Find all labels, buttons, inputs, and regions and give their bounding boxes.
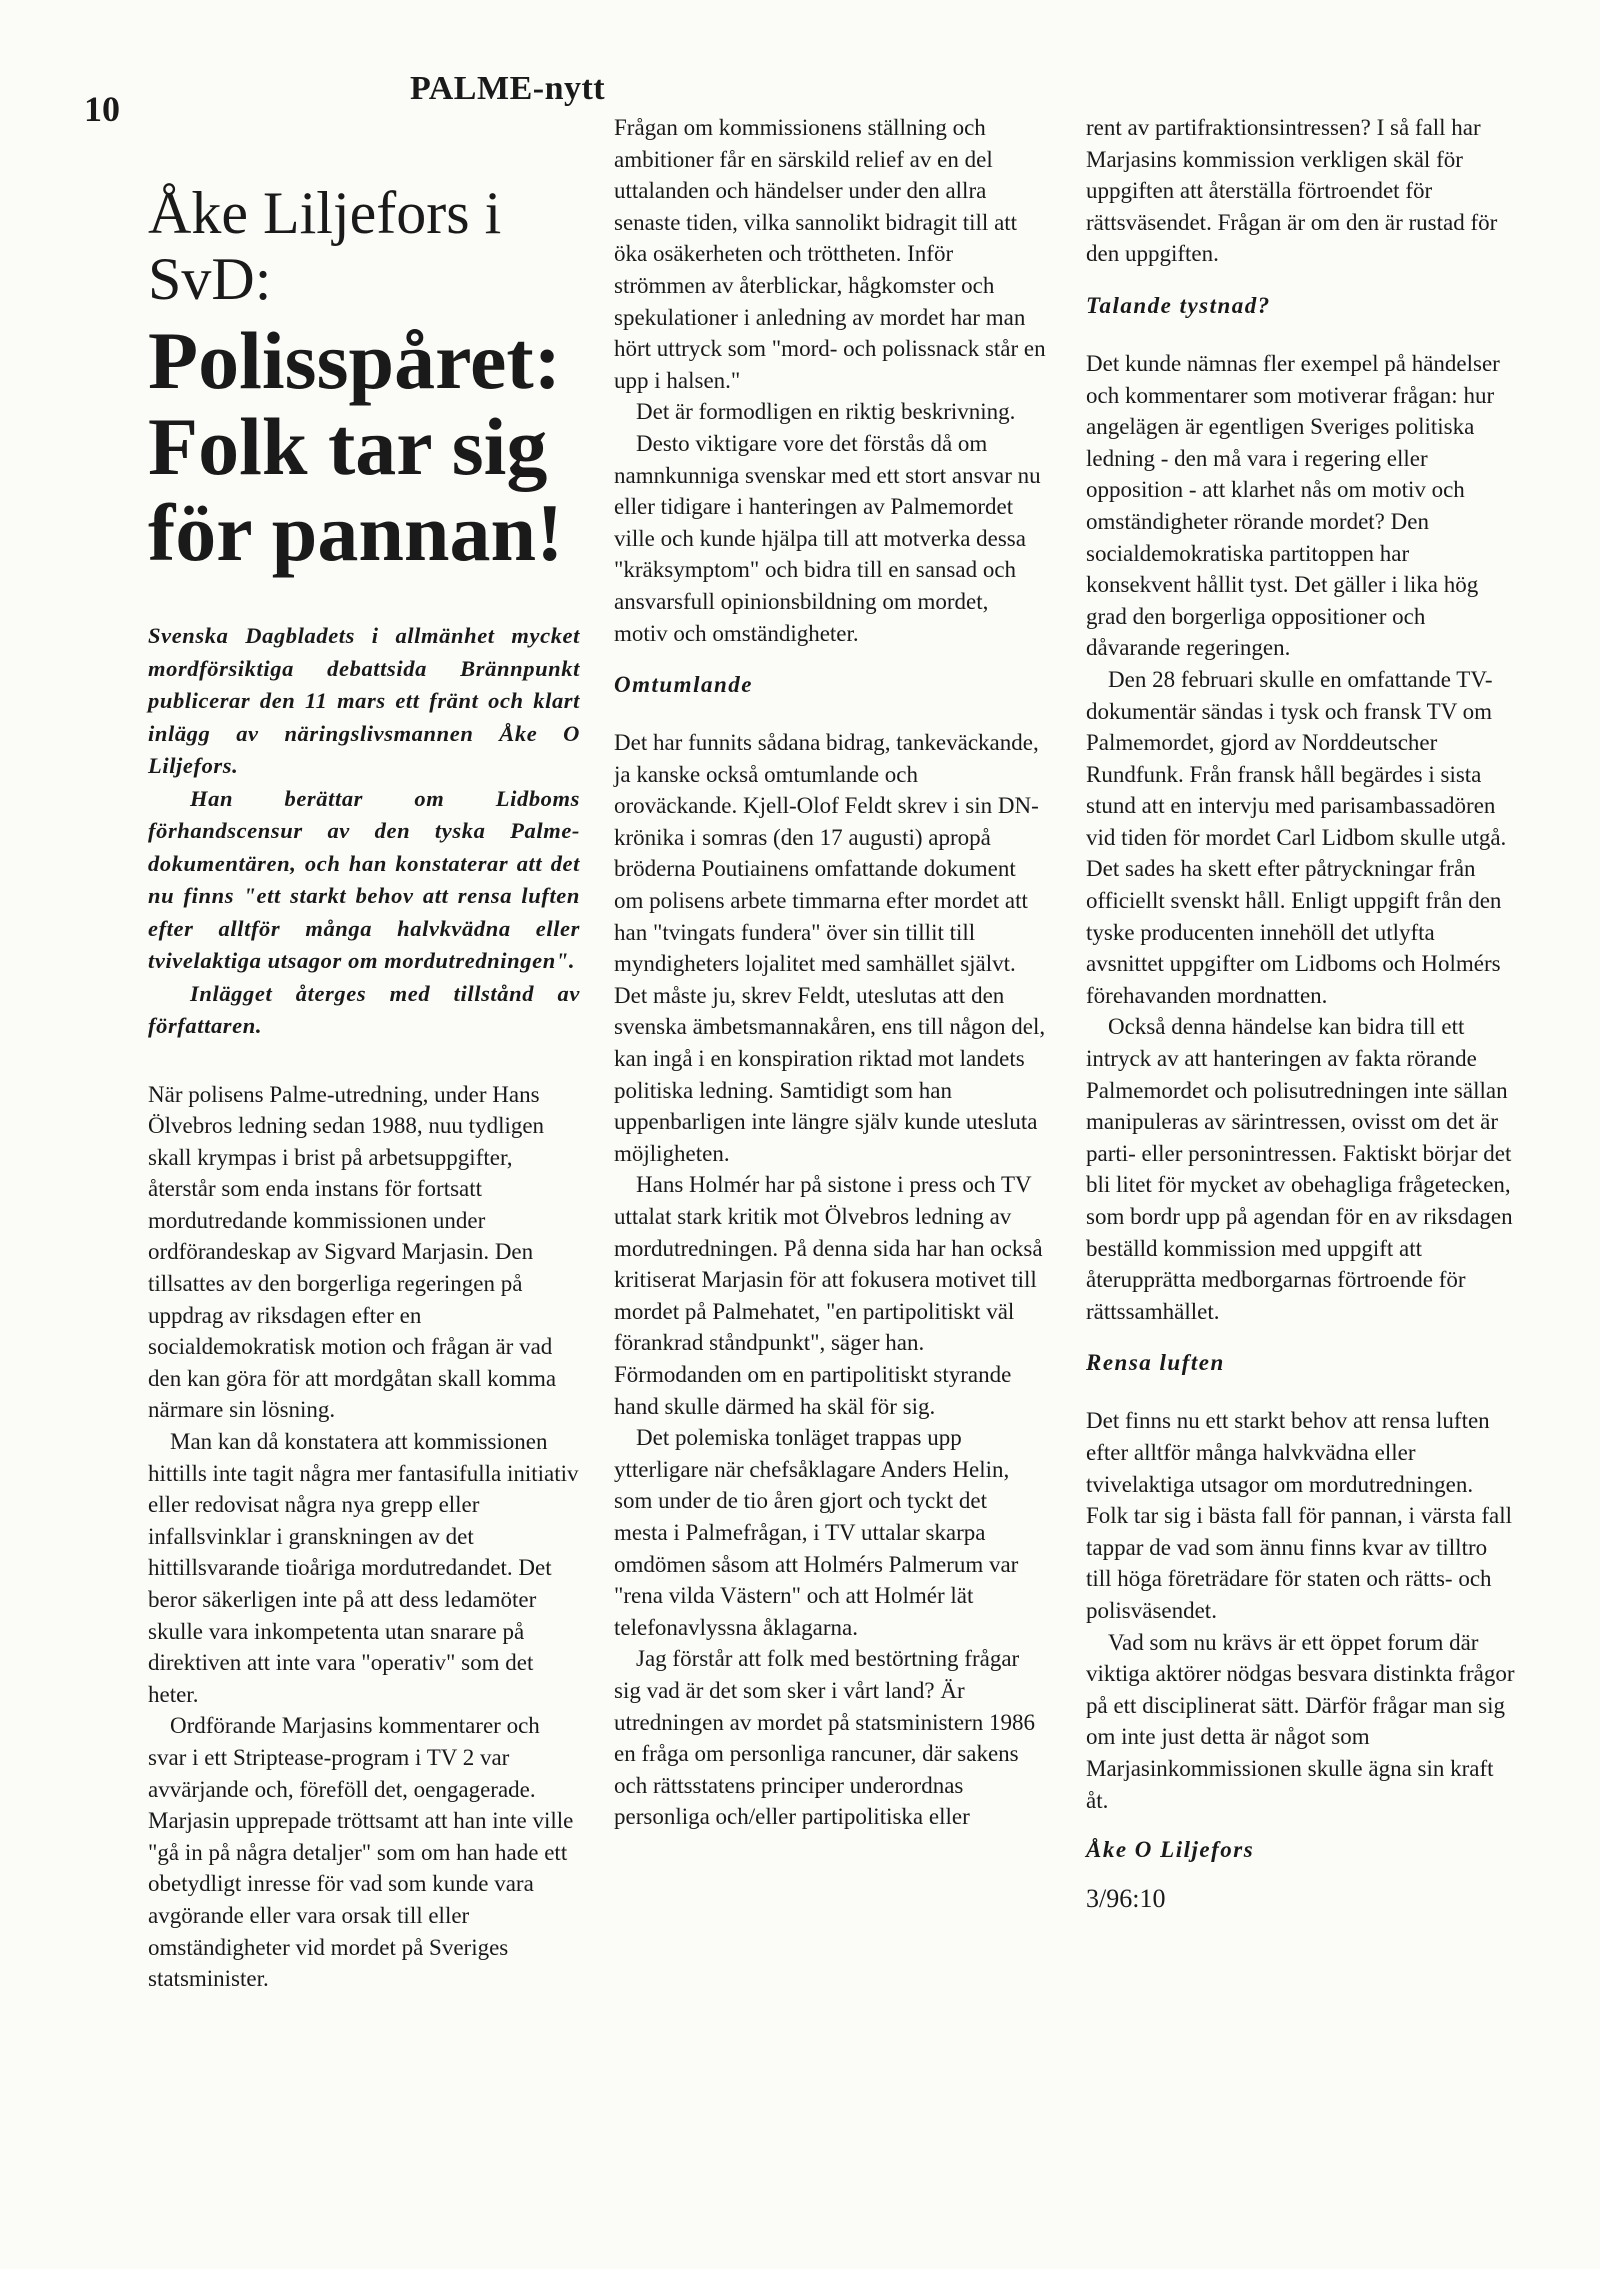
body-paragraph: Det finns nu ett starkt behov att rensa luften efter alltför många halvkvädna eller tvivelaktiga utsagor om mordutredningen. Folk tar sig i bästa fall för pannan, i värsta fall tappar de vad som ännu finns kvar av tilltro till höga företrädare för staten och rätts- och polisväsendet. [1086,1408,1513,1623]
author-signature: Åke O Liljefors [1086,1837,1255,1863]
article-body-col3 [1086,112,1518,270]
subhead-omtumlande: Omtumlande [614,672,753,698]
lead-paragraph: Inlägget återges med tillstånd av författaren. [148,980,580,1038]
lead-paragraph: Svenska Dagbladets i allmänhet mycket mordförsiktiga debattsida Brännpunkt publicerar den 11 mars ett fränt och klart inlägg av näringslivsmannen Åke O Liljefors. [148,623,580,778]
column-2 [614,112,1046,1833]
article-lead [148,620,580,1043]
issue-reference: 3/96:10 [1086,1884,1166,1914]
subhead-talande-tystnad: Talande tystnad? [1086,292,1271,318]
body-paragraph: När polisens Palme-utredning, under Hans Ölvebros ledning sedan 1988, nuu tydligen skall krympas i brist på arbetsuppgifter, återstår som enda instans för fortsatt mordutredande kommissionen under ordförandeskap av Sigvard Marjasin. Den tillsattes av den borgerliga regeringen på uppdrag av riksdagen efter en socialdemokratisk motion och frågan är vad den kan göra för att mordgåtan skall komma närmare sin lösning. [148,1081,557,1423]
body-paragraph: Hans Holmér har på sistone i press och TV uttalat stark kritik mot Ölvebros ledning av mordutredningen. På denna sida har han också kritiserat Marjasin för att fokusera motivet till mordet på Palmehatet, "en partipolitiskt väl förankrad ståndpunkt", säger han. Förmodanden om en partipolitiskt styrande hand skulle därmed ha skäl för sig. [614,1172,1043,1419]
body-paragraph: Jag förstår att folk med bestörtning frågar sig vad är det som sker i vårt land? Är utredningen av mordet på statsministern 1986 en fråga om personliga rancuner, där sakens och rättsstatens principer underordnas personliga och/eller partipolitiska eller [614,1646,1035,1830]
body-paragraph: Man kan då konstatera att kommissionen hittills inte tagit några mer fantasifulla initiativ eller redovisat några nya grepp eller infallsvinklar i granskningen av det hittillsvarande tioåriga mordutredandet. Det beror säkerligen inte på att dess ledamöter skulle vara inkompetenta utan snarare på direktiven att inte vara "operativ" som det heter. [148,1429,579,1707]
body-paragraph: Frågan om kommissionens ställning och ambitioner får en särskild relief av en del uttalanden och händelser under den allra senaste tiden, vilka sannolikt bidragit till att öka osäkerheten och tröttheten. Inför strömmen av återblickar, hågkomster och spekulationer i anledning av mordet har man hört uttryck som "mord- och polissnack står en upp i halsen." [614,115,1046,393]
body-paragraph: Desto viktigare vore det förstås då om namnkunniga svenskar med ett stort ansvar nu eller tidigare i hanteringen av Palmemordet ville och kunde hjälpa till att motverka dessa "kräksymptom" och bidra till en sansad och ansvarsfull opinionsbildning om mordet, motiv och omständigheter. [614,430,1041,646]
lead-paragraph: Han berättar om Lidboms förhandscensur av den tyska Palme-dokumentären, och han konstaterar att det nu finns "ett starkt behov att rensa luften efter alltför många halvkvädna eller tvivelaktiga utsagor om mordutredningen". [148,785,580,973]
body-paragraph: Vad som nu krävs är ett öppet forum där viktiga aktörer nödgas besvara distinkta frågor på ett disciplinerat sätt. Därför frågar man sig om inte just detta är något som Marjasinkommissionen skulle ägna sin kraft åt. [1086,1629,1515,1813]
body-paragraph: Det har funnits sådana bidrag, tankeväckande, ja kanske också omtumlande och oroväckande. Kjell-Olof Feldt skrev i sin DN-krönika i somras (den 17 augusti) apropå bröderna Poutiainens omfattande dokument om polisens arbete timmarna efter mordet att han "tvingats fundera" över sin tillit till myndigheters lojalitet med samhället självt. Det måste ju, skrev Feldt, uteslutas att den svenska ämbetsmannakåren, ens till någon del, kan ingå i en konspiration riktad mot landets politiska ledning. Samtidigt som han uppenbarligen inte längre själv kunde utesluta möjligheten. [614,730,1046,1166]
column-1 [148,180,580,1995]
article-body-col3b [1086,348,1518,1327]
body-paragraph: rent av partifraktionsintressen? I så fall har Marjasins kommission verkligen skäl för uppgiften att återställa förtroendet för rättsväsendet. Frågan är om den är rustad för den uppgiften. [1086,115,1498,267]
article-body-col3c [1086,1405,1518,1816]
publication-title: PALME-nytt [410,70,606,107]
column-3 [1086,112,1518,1916]
headline-intro: Åke Liljefors i SvD: [148,180,502,312]
article-body-col2b [614,727,1046,1833]
body-paragraph: Det polemiska tonläget trappas upp ytterligare när chefsåklagare Anders Helin, som under de tio åren gjort och tyckt det mesta i Palmefrågan, i TV uttalar skarpa omdömen såsom att Holmérs Palmerum var "rena vilda Västern" och att Holmér lät telefonavlyssna åklagarna. [614,1425,1019,1640]
subhead-rensa-luften: Rensa luften [1086,1350,1225,1376]
body-paragraph: Ordförande Marjasins kommentarer och svar i ett Striptease-program i TV 2 var avvärjande och, föreföll det, oengagerade. Marjasin upprepade tröttsamt att han inte ville "gå in på några detaljer" som om han hade ett obetydligt inresse för vad som kunde vara avgörande eller vara orsak till eller omständigheter vid mordet på Sveriges statsminister. [148,1713,574,1992]
body-paragraph: Den 28 februari skulle en omfattande TV-dokumentär sändas i tysk och fransk TV om Palmemordet, gjord av Norddeutscher Rundfunk. Från fransk håll begärdes i sista stund att en intervju med parisambassadören vid tiden för mordet Carl Lidbom skulle utgå. Det sades ha skett efter påtryckningar från officiellt svenskt håll. Enligt uppgift från den tyske producenten innehöll det utlyfta avsnittet uppgifter om Lidboms och Holmérs förehavanden mordnatten. [1086,666,1507,1008]
body-paragraph: Också denna händelse kan bidra till ett intryck av att hanteringen av fakta rörande Palmemordet och polisutredningen inte sällan manipuleras av särintressen, ovisst om det är parti- eller personintressen. Faktiskt börjar det bli litet för mycket av obehagliga frågetecken, som bordr upp på agendan för en av riksdagen beställd kommission med uppgift att återupprätta medborgarnas förtroende för rättssamhället. [1086,1014,1513,1324]
headline-main: Polisspåret: Folk tar sig för pannan! [148,315,564,578]
page-number: 10 [84,89,120,129]
body-paragraph: Det är formodligen en riktig beskrivning. [636,399,1016,425]
article-body-col2 [614,112,1046,649]
body-paragraph: Det kunde nämnas fler exempel på händelser och kommentarer som motiverar frågan: hur angelägen är egentligen Sveriges politiska ledning - den må vara i regering eller opposition - att klarhet nås om motiv och omständigheter rörande mordet? Den socialdemokratiska partitoppen har konsekvent hållit tyst. Det gäller i lika hög grad den borgerliga oppositioner och dåvarande regeringen. [1086,350,1500,661]
article-body-col1 [148,1079,580,1995]
